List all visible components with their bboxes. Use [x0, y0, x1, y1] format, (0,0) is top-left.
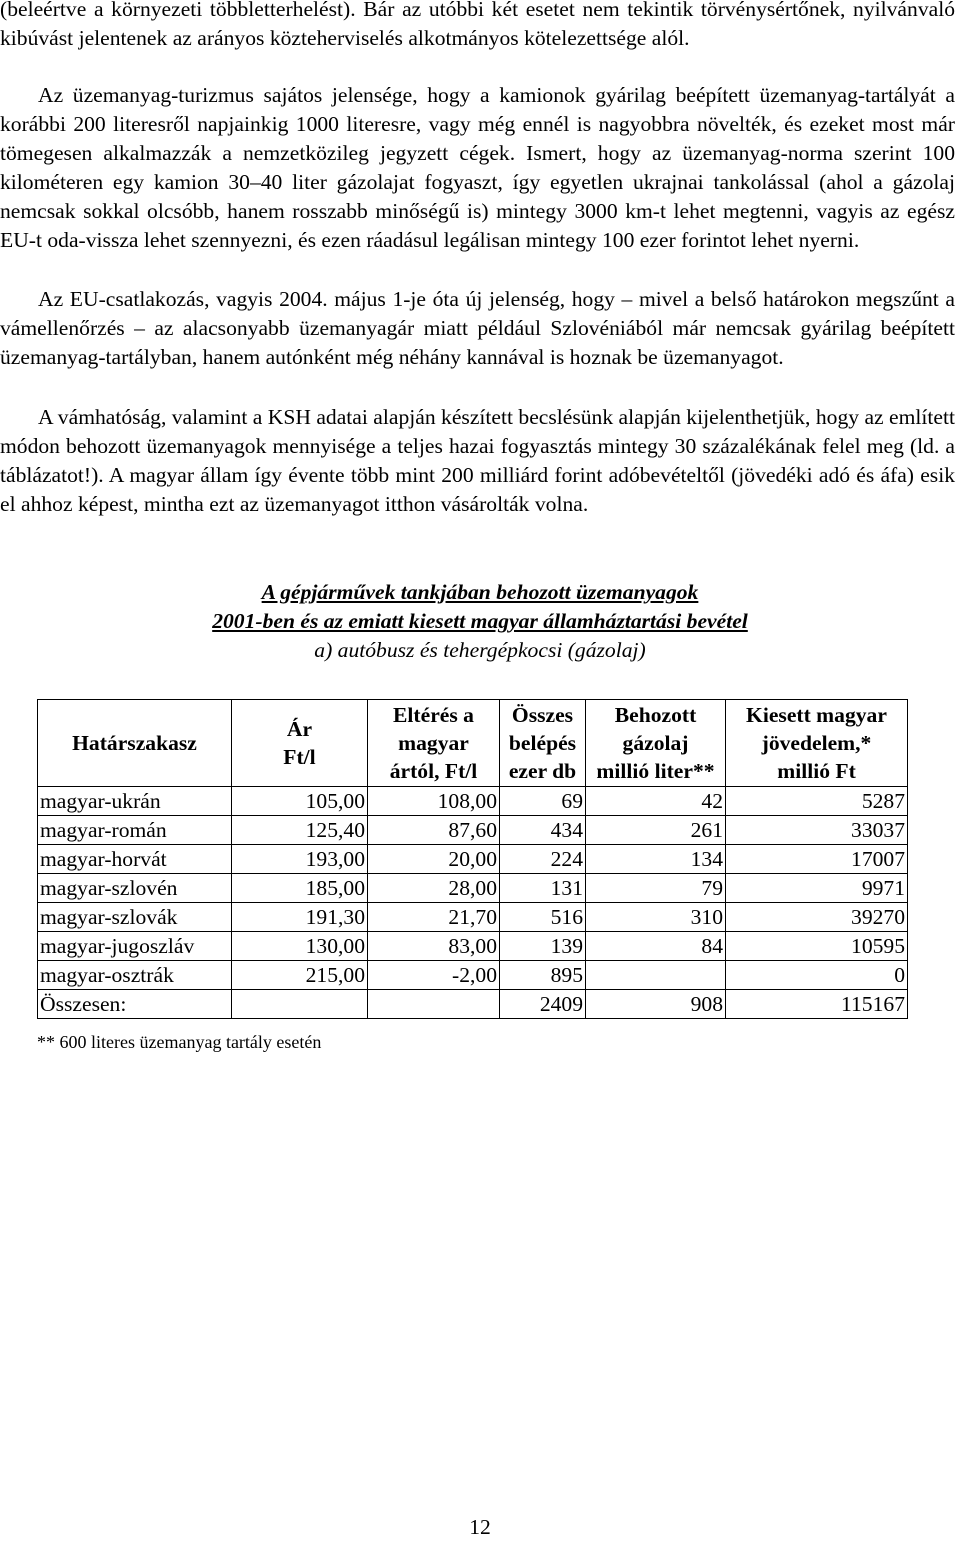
cell-total-entries: 139: [500, 932, 586, 961]
cell-imported-diesel: 261: [586, 816, 726, 845]
cell-total-entries: 2409: [500, 990, 586, 1019]
cell-border-section: magyar-szlovén: [38, 874, 232, 903]
cell-imported-diesel: 84: [586, 932, 726, 961]
cell-lost-revenue: 17007: [726, 845, 908, 874]
cell-border-section: magyar-horvát: [38, 845, 232, 874]
header-total-entries: Összes belépés ezer db: [500, 700, 586, 787]
cell-price: 191,30: [232, 903, 368, 932]
paragraph-eu-accession: Az EU-csatlakozás, vagyis 2004. május 1-je óta új jelenség, hogy – mivel a belső határokon megszűnt a vámellenőrzés – az alacsonyabb üzemanyagár miatt például Szlovéniából már nemcsak gyárilag beépített üzemanyag-tartályban, hanem autónként még néhány kannával is hoznak be üzemanyagot.: [0, 287, 955, 369]
table-footnote: ** 600 literes üzemanyag tartály esetén: [37, 1032, 322, 1052]
cell-border-section: magyar-osztrák: [38, 961, 232, 990]
table-row: [38, 932, 908, 961]
cell-price-difference: 108,00: [368, 787, 500, 816]
cell-total-entries: 69: [500, 787, 586, 816]
cell-lost-revenue: 9971: [726, 874, 908, 903]
cell-total-entries: 895: [500, 961, 586, 990]
cell-imported-diesel: 42: [586, 787, 726, 816]
header-price-difference: Eltérés a magyar ártól, Ft/l: [368, 700, 500, 787]
cell-price: 130,00: [232, 932, 368, 961]
cell-price: 215,00: [232, 961, 368, 990]
cell-imported-diesel: 310: [586, 903, 726, 932]
header-lost-revenue: Kiesett magyar jövedelem,* millió Ft: [726, 700, 908, 787]
cell-lost-revenue: 0: [726, 961, 908, 990]
header-price: Ár Ft/l: [232, 700, 368, 787]
table-row: [38, 816, 908, 845]
cell-price-difference: 28,00: [368, 874, 500, 903]
cell-price: 193,00: [232, 845, 368, 874]
cell-price: [232, 990, 368, 1019]
paragraph-fuel-tourism: Az üzemanyag-turizmus sajátos jelensége, hogy a kamionok gyárilag beépített üzemanyag-tartályát a korábbi 200 literesről napjainkig 1000 literesre, vagy még ennél is nagyobbra növelték, és ezeket most már tömegesen alkalmazzák a nemzetközileg jegyzett cégek. Ismert, hogy az üzemanyag-norma szerint 100 kilométeren egy kamion 30–40 liter gázolajat fogyaszt, így egyetlen ukrajnai tankolással (ahol a gázolaj nemcsak sokkal olcsóbb, hanem rosszabb minőségű is) mintegy 3000 km-t lehet megtenni, vagyis az egész EU-t oda-vissza lehet szennyezni, és ezen ráadásul legálisan mintegy 100 ezer forintot lehet nyerni.: [0, 83, 955, 252]
cell-total-entries: 224: [500, 845, 586, 874]
table-row: [38, 787, 908, 816]
cell-border-section: magyar-szlovák: [38, 903, 232, 932]
table-title-block: [0, 578, 960, 665]
cell-lost-revenue: 39270: [726, 903, 908, 932]
cell-price: 185,00: [232, 874, 368, 903]
header-imported-diesel: Behozott gázolaj millió liter**: [586, 700, 726, 787]
table-subtitle: a) autóbusz és tehergépkocsi (gázolaj): [314, 638, 646, 662]
cell-lost-revenue: 5287: [726, 787, 908, 816]
cell-price-difference: 87,60: [368, 816, 500, 845]
cell-imported-diesel: [586, 961, 726, 990]
cell-lost-revenue: 33037: [726, 816, 908, 845]
cell-imported-diesel: 908: [586, 990, 726, 1019]
paragraph-estimate: A vámhatóság, valamint a KSH adatai alapján készített becslésünk alapján kijelenthetjük, hogy az említett módon behozott üzemanyagok mennyisége a teljes hazai fogyasztás mintegy 30 százalékának felel meg (ld. a táblázatot!). A magyar állam így évente több mint 200 milliárd forint adóbevételtől (jövedéki adó és áfa) esik el ahhoz képest, mintha ezt az üzemanyagot itthon vásárolták volna.: [0, 405, 955, 516]
table-row: [38, 874, 908, 903]
cell-price-difference: 83,00: [368, 932, 500, 961]
paragraph-intro-continued: (beleértve a környezeti többletterhelést). Bár az utóbbi két esetet nem tekintik törvénysértőnek, nyilvánvaló kibúvást jelentenek az arányos közteherviselés alkotmányos kötelezettsége alól.: [0, 0, 955, 50]
cell-lost-revenue: 10595: [726, 932, 908, 961]
table-header-row: [38, 700, 908, 787]
cell-price: 105,00: [232, 787, 368, 816]
table-row: [38, 845, 908, 874]
cell-total-entries: 516: [500, 903, 586, 932]
cell-imported-diesel: 79: [586, 874, 726, 903]
cell-price-difference: -2,00: [368, 961, 500, 990]
cell-price-difference: 21,70: [368, 903, 500, 932]
cell-total-entries: 131: [500, 874, 586, 903]
cell-border-section: magyar-ukrán: [38, 787, 232, 816]
table-title-line1: A gépjárművek tankjában behozott üzemanyagok: [261, 580, 699, 604]
cell-price-difference: [368, 990, 500, 1019]
table-row: [38, 961, 908, 990]
table-total-row: [38, 990, 908, 1019]
cell-imported-diesel: 134: [586, 845, 726, 874]
header-border-section: Határszakasz: [38, 700, 232, 787]
fuel-import-table: [37, 699, 908, 1019]
table-row: [38, 903, 908, 932]
cell-price: 125,40: [232, 816, 368, 845]
cell-border-section: magyar-román: [38, 816, 232, 845]
table-title-line2: 2001-ben és az emiatt kiesett magyar államháztartási bevétel: [212, 609, 748, 633]
cell-total-entries: 434: [500, 816, 586, 845]
page-number: 12: [469, 1515, 491, 1539]
cell-price-difference: 20,00: [368, 845, 500, 874]
cell-lost-revenue: 115167: [726, 990, 908, 1019]
cell-total-label: Összesen:: [38, 990, 232, 1019]
cell-border-section: magyar-jugoszláv: [38, 932, 232, 961]
